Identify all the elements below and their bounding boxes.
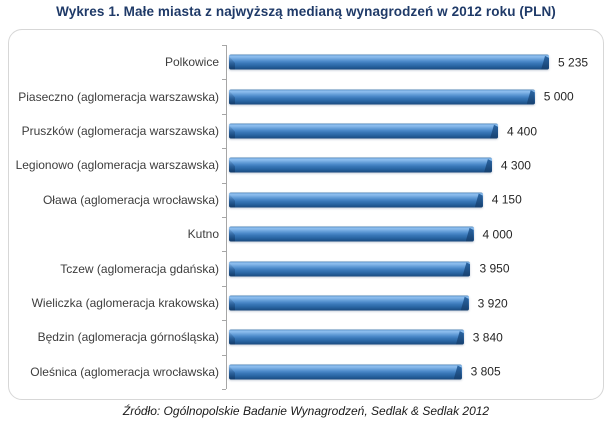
category-label: Wieliczka (aglomeracja krakowska): [31, 296, 219, 311]
bar-plot: [9, 45, 603, 389]
bar: [229, 364, 501, 379]
category-label: Oleśnica (aglomeracja wrocławska): [30, 364, 219, 379]
bar: [229, 296, 508, 311]
bar-row: [9, 183, 603, 217]
value-label: 3 920: [477, 296, 508, 311]
bar-track: [226, 217, 603, 251]
bar-row: [9, 45, 603, 79]
bar-track: [226, 355, 603, 389]
value-label: 5 000: [543, 89, 574, 104]
category-label: Oława (aglomeracja wrocławska): [42, 192, 219, 207]
category-label: Legionowo (aglomeracja warszawska): [15, 158, 219, 173]
bar-row: [9, 79, 603, 113]
bar-row: [9, 114, 603, 148]
bar-track: [226, 79, 603, 113]
bar-row: [9, 286, 603, 320]
bar: [229, 227, 513, 242]
value-label: 3 950: [479, 261, 510, 276]
bar-row: [9, 355, 603, 389]
value-label: 4 000: [482, 227, 513, 242]
bar-track: [226, 45, 603, 79]
bar: [229, 124, 538, 139]
bar-row: [9, 148, 603, 182]
bar: [229, 192, 522, 207]
category-label: Będzin (aglomeracja górnośląska): [37, 330, 219, 345]
bar: [229, 261, 510, 276]
bar-row: [9, 320, 603, 354]
bar-row: [9, 217, 603, 251]
bar-track: [226, 114, 603, 148]
chart-title: Wykres 1. Małe miasta z najwyższą medianą wynagrodzeń w 2012 roku (PLN): [56, 4, 556, 19]
bar-track: [226, 148, 603, 182]
value-label: 4 150: [491, 192, 522, 207]
value-label: 4 300: [500, 158, 531, 173]
bar: [229, 158, 531, 173]
bar-track: [226, 320, 603, 354]
bar-track: [226, 251, 603, 285]
bar: [229, 55, 589, 70]
bar-track: [226, 183, 603, 217]
value-label: 3 840: [472, 330, 503, 345]
category-label: Piaseczno (aglomeracja warszawska): [18, 89, 219, 104]
category-label: Tczew (aglomeracja gdańska): [60, 261, 219, 276]
plot-border-box: [8, 29, 604, 400]
bar-row: [9, 251, 603, 285]
value-label: 3 805: [470, 364, 501, 379]
source-caption: Źródło: Ogólnopolskie Badanie Wynagrodzeń, Sedlak & Sedlak 2012: [122, 404, 490, 418]
category-label: Kutno: [187, 227, 219, 242]
bar: [229, 89, 574, 104]
category-label: Pruszków (aglomeracja warszawska): [21, 124, 219, 139]
bar: [229, 330, 503, 345]
category-label: Polkowice: [164, 55, 219, 70]
value-label: 4 400: [507, 124, 538, 139]
value-label: 5 235: [558, 55, 589, 70]
bar-track: [226, 286, 603, 320]
